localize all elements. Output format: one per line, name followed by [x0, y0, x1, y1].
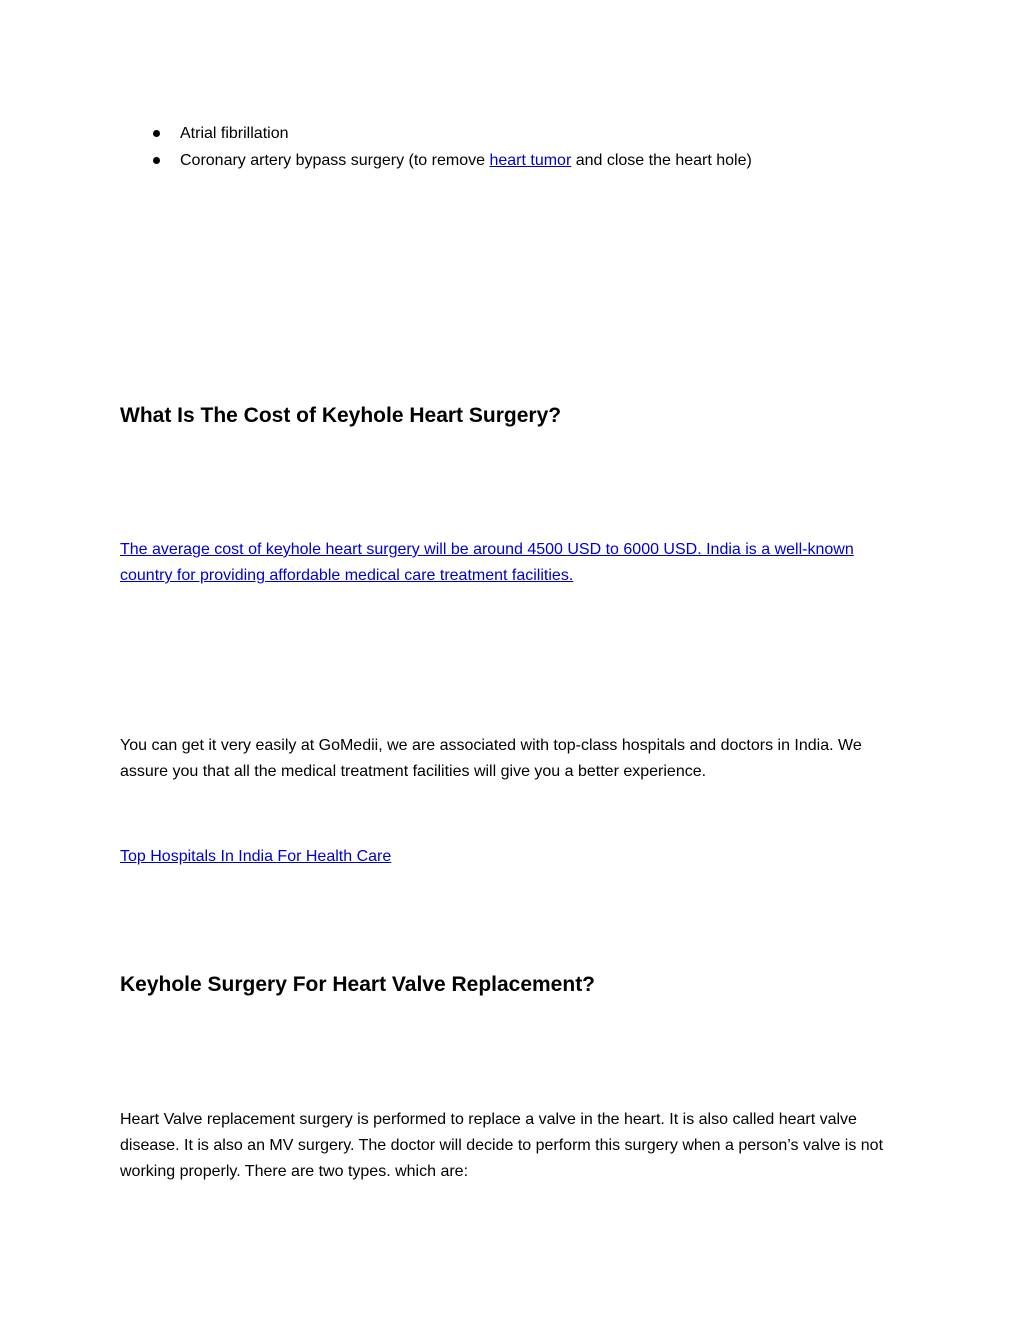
- list-item: [150, 120, 752, 147]
- bullet-text-atrial-fibrillation: Atrial fibrillation: [180, 125, 289, 142]
- cost-section-heading: What Is The Cost of Keyhole Heart Surgery?: [120, 404, 562, 427]
- bullet-text-before-link: Coronary artery bypass surgery (to remove: [180, 152, 490, 169]
- cost-paragraph-link[interactable]: The average cost of keyhole heart surgery will be around 4500 USD to 6000 USD. India is a well-known country for providing affordable medical care treatment facilities.: [120, 541, 854, 584]
- gomedii-paragraph: You can get it very easily at GoMedii, we are associated with top-class hospitals and doctors in India. We assure you that all the medical treatment facilities will give you a better experience.: [120, 737, 862, 780]
- condition-bullet-list: [150, 120, 752, 174]
- heart-tumor-link[interactable]: heart tumor: [489, 152, 572, 169]
- top-hospitals-link[interactable]: Top Hospitals In India For Health Care: [120, 848, 392, 865]
- bullet-text-after-link: and close the heart hole): [571, 152, 752, 169]
- bullet-icon: [153, 130, 160, 137]
- valve-replacement-paragraph: Heart Valve replacement surgery is performed to replace a valve in the heart. It is also called heart valve disease. It is also an MV surgery. The doctor will decide to perform this surgery when a person’s valve is not working properly. There are two types. which are:: [120, 1111, 884, 1180]
- list-item: [150, 147, 752, 174]
- bullet-icon: [153, 157, 160, 164]
- valve-section-heading: Keyhole Surgery For Heart Valve Replacement?: [120, 973, 596, 996]
- hospitals-link-container: [120, 844, 910, 870]
